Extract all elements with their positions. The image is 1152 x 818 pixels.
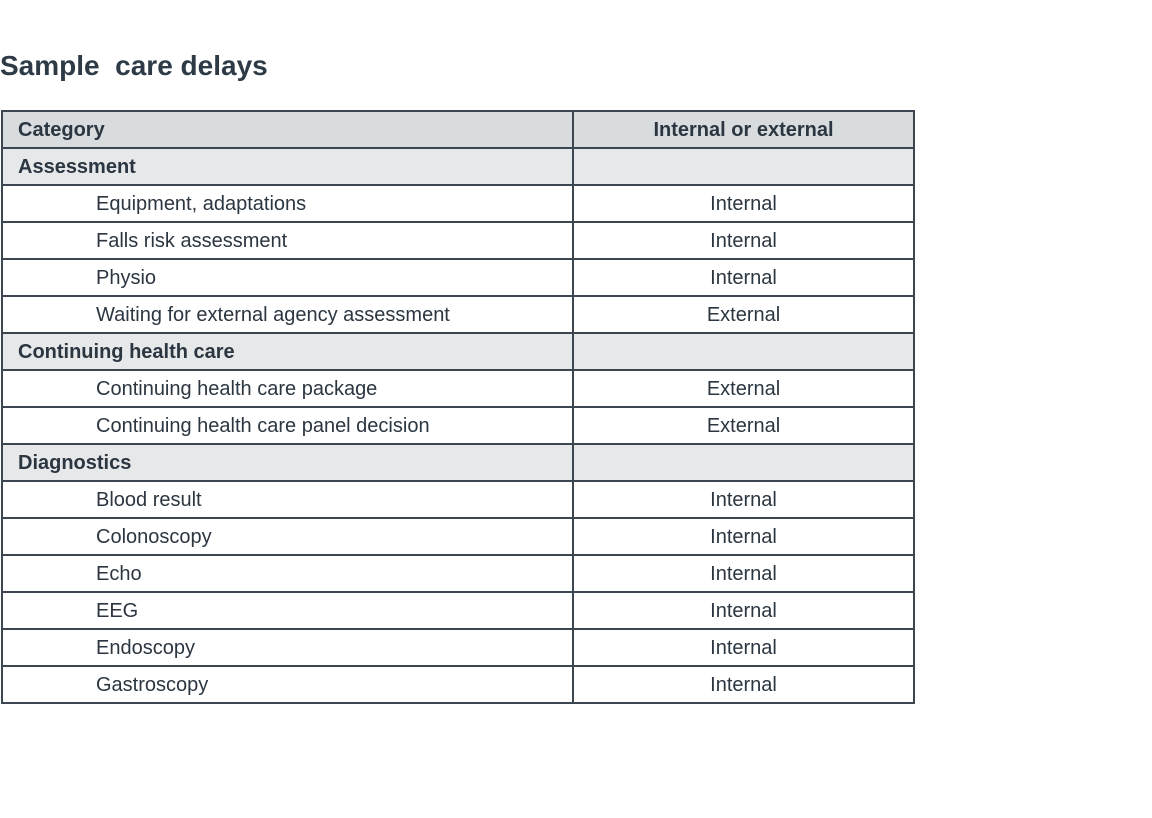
table-row [2,629,914,666]
delay-type-cell: Internal [573,555,914,592]
delay-category-cell: Falls risk assessment [2,222,573,259]
group-empty-cell [573,444,914,481]
delay-category-cell: Equipment, adaptations [2,185,573,222]
table-row [2,185,914,222]
delay-type-cell: Internal [573,222,914,259]
table-row [2,555,914,592]
column-header-internal-or-external: Internal or external [573,111,914,148]
delay-category-cell: Waiting for external agency assessment [2,296,573,333]
delay-category-cell: Endoscopy [2,629,573,666]
delay-category-cell: Gastroscopy [2,666,573,703]
delay-type-cell: External [573,370,914,407]
delay-type-cell: External [573,407,914,444]
table-row [2,518,914,555]
delay-category-cell: Colonoscopy [2,518,573,555]
group-empty-cell [573,333,914,370]
delay-category-cell: Continuing health care package [2,370,573,407]
table-row [2,666,914,703]
table-row [2,296,914,333]
care-delays-table [1,110,915,704]
table-row [2,259,914,296]
delay-category-cell: Continuing health care panel decision [2,407,573,444]
delay-type-cell: Internal [573,185,914,222]
table-row [2,370,914,407]
delay-type-cell: Internal [573,592,914,629]
delay-type-cell: Internal [573,259,914,296]
group-label: Assessment [2,148,573,185]
table-row [2,481,914,518]
table-row [2,407,914,444]
group-label: Continuing health care [2,333,573,370]
table-row [2,222,914,259]
delay-type-cell: Internal [573,629,914,666]
delay-type-cell: Internal [573,481,914,518]
delay-category-cell: Physio [2,259,573,296]
delay-type-cell: Internal [573,518,914,555]
delay-category-cell: Blood result [2,481,573,518]
table-header-row [2,111,914,148]
table-row [2,592,914,629]
group-row-continuing-health-care [2,333,914,370]
delay-category-cell: Echo [2,555,573,592]
group-empty-cell [573,148,914,185]
group-row-diagnostics [2,444,914,481]
delay-category-cell: EEG [2,592,573,629]
delay-type-cell: Internal [573,666,914,703]
page-title: Sample care delays [0,50,268,81]
column-header-category: Category [2,111,573,148]
delay-type-cell: External [573,296,914,333]
group-label: Diagnostics [2,444,573,481]
group-row-assessment [2,148,914,185]
